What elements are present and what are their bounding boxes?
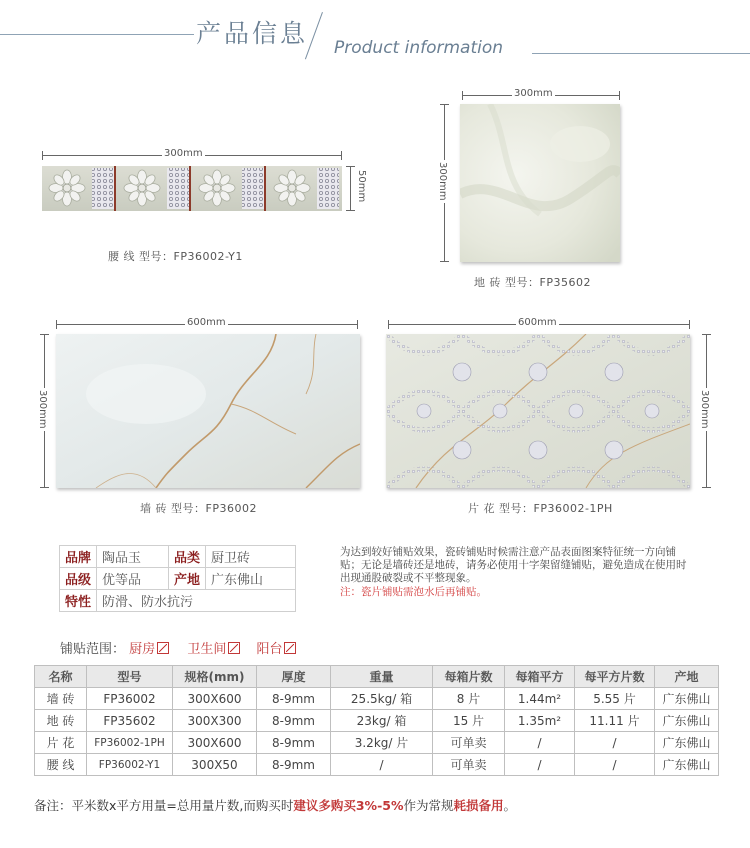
table-cell: FP36002-1PH [87, 732, 173, 754]
table-cell: FP36002 [87, 688, 173, 710]
table-cell: 5.55 片 [575, 688, 655, 710]
table-cell: 可单卖 [433, 732, 505, 754]
border-height-line [350, 166, 351, 211]
tick [702, 334, 711, 335]
spec-header: 重量 [331, 666, 433, 688]
tick [619, 91, 620, 100]
feature-value: 防滑、防水抗污 [97, 590, 296, 612]
border-height-label: 50mm [356, 170, 367, 203]
table-row [35, 754, 719, 776]
table-cell: / [331, 754, 433, 776]
spec-header: 厚度 [257, 666, 331, 688]
header-line-right [532, 53, 750, 54]
floor-width-label: 300mm [514, 88, 553, 99]
tick [440, 104, 449, 105]
section-title-cn: 产品信息 [196, 19, 309, 48]
purchase-remark [34, 796, 516, 814]
wall-tile-image [56, 334, 360, 488]
tick [40, 487, 49, 488]
table-cell: 3.2kg/ 片 [331, 732, 433, 754]
table-cell: / [505, 732, 575, 754]
range-bathroom: 卫生间 [187, 642, 227, 657]
table-row [35, 732, 719, 754]
table-cell: FP35602 [87, 710, 173, 732]
brand-label: 品牌 [60, 546, 97, 568]
tick [40, 334, 49, 335]
border-width-label: 300mm [164, 148, 203, 159]
table-cell: 300X50 [173, 754, 257, 776]
table-cell: 8-9mm [257, 732, 331, 754]
border-tile-image [42, 166, 342, 211]
table-cell: 25.5kg/ 箱 [331, 688, 433, 710]
table-cell: 广东佛山 [655, 754, 719, 776]
table-cell: 8-9mm [257, 710, 331, 732]
origin-label: 产地 [169, 568, 206, 590]
remark-highlight-loss: 耗损备用 [453, 798, 504, 813]
table-cell: 地 砖 [35, 710, 87, 732]
tick [42, 151, 43, 160]
table-cell: 8-9mm [257, 754, 331, 776]
table-cell: FP36002-Y1 [87, 754, 173, 776]
floor-height-label: 300mm [437, 162, 448, 201]
floor-tile-image [460, 104, 620, 262]
wall-caption: 墙 砖 型号：FP36002 [140, 502, 257, 515]
table-cell: 300X300 [173, 710, 257, 732]
spec-header: 规格(mm) [173, 666, 257, 688]
table-cell: 广东佛山 [655, 732, 719, 754]
feature-label: 特性 [60, 590, 97, 612]
spec-header: 每箱平方 [505, 666, 575, 688]
table-cell: / [505, 754, 575, 776]
category-value: 厨卫砖 [206, 546, 296, 568]
category-label: 品类 [169, 546, 206, 568]
remark-prefix: 备注：平米数x平方用量=总用量片数,而购买时 [34, 798, 294, 813]
install-warning: 注：瓷片铺贴需泡水后再铺贴。 [340, 586, 487, 598]
section-title-en: Product information [334, 38, 504, 58]
range-label: 铺贴范围： [60, 642, 126, 657]
install-note-text: 为达到较好铺贴效果，瓷砖铺贴时候需注意产品表面图案特征统一方向铺贴；无论是墙砖还是地砖，请务必使用十字架留缝铺贴，避免造成在使用时出现通股破裂或不平整现象。 [340, 546, 687, 584]
table-cell: 墙 砖 [35, 688, 87, 710]
table-cell: 15 片 [433, 710, 505, 732]
floor-caption: 地 砖 型号：FP35602 [474, 276, 591, 289]
header-line-left [0, 34, 194, 35]
tick [702, 487, 711, 488]
tick [388, 320, 389, 329]
spec-header: 每箱片数 [433, 666, 505, 688]
origin-value: 广东佛山 [206, 568, 296, 590]
check-icon [157, 642, 169, 654]
pattern-caption: 片 花 型号：FP36002-1PH [468, 502, 613, 515]
spec-table [34, 665, 719, 776]
table-cell: 腰 线 [35, 754, 87, 776]
table-cell: 广东佛山 [655, 688, 719, 710]
table-row [35, 688, 719, 710]
border-caption: 腰 线 型号：FP36002-Y1 [108, 250, 243, 263]
tick [689, 320, 690, 329]
table-cell: / [575, 732, 655, 754]
tick [346, 166, 355, 167]
wall-height-label: 300mm [37, 390, 48, 429]
range-balcony: 阳台 [256, 642, 283, 657]
spec-header: 名称 [35, 666, 87, 688]
spec-header: 每平方片数 [575, 666, 655, 688]
tick [440, 261, 449, 262]
install-note [340, 546, 690, 599]
pattern-height-label: 300mm [699, 390, 710, 429]
tick [462, 91, 463, 100]
table-cell: 23kg/ 箱 [331, 710, 433, 732]
table-cell: 广东佛山 [655, 710, 719, 732]
range-kitchen: 厨房 [129, 642, 156, 657]
pattern-width-label: 600mm [518, 317, 557, 328]
table-cell: 8 片 [433, 688, 505, 710]
spec-header: 产地 [655, 666, 719, 688]
wall-width-label: 600mm [187, 317, 226, 328]
check-icon [284, 642, 296, 654]
grade-value: 优等品 [97, 568, 169, 590]
table-cell: 1.35m² [505, 710, 575, 732]
table-cell: 300X600 [173, 732, 257, 754]
table-cell: 8-9mm [257, 688, 331, 710]
spec-header: 型号 [87, 666, 173, 688]
remark-middle: 作为常规 [403, 798, 454, 813]
tick [357, 320, 358, 329]
table-cell: 300X600 [173, 688, 257, 710]
table-row [35, 710, 719, 732]
product-info-table [59, 545, 296, 612]
check-icon [228, 642, 240, 654]
table-cell: 1.44m² [505, 688, 575, 710]
pattern-tile-image [386, 334, 690, 488]
grade-label: 品级 [60, 568, 97, 590]
tick [346, 210, 355, 211]
tick [341, 151, 342, 160]
table-cell: 片 花 [35, 732, 87, 754]
remark-highlight-buy-extra: 建议多购买3%-5% [293, 798, 404, 813]
remark-suffix: 。 [503, 798, 517, 813]
brand-value: 陶品玉 [97, 546, 169, 568]
table-cell: / [575, 754, 655, 776]
tick [56, 320, 57, 329]
table-cell: 可单卖 [433, 754, 505, 776]
table-cell: 11.11 片 [575, 710, 655, 732]
install-range [60, 638, 302, 657]
